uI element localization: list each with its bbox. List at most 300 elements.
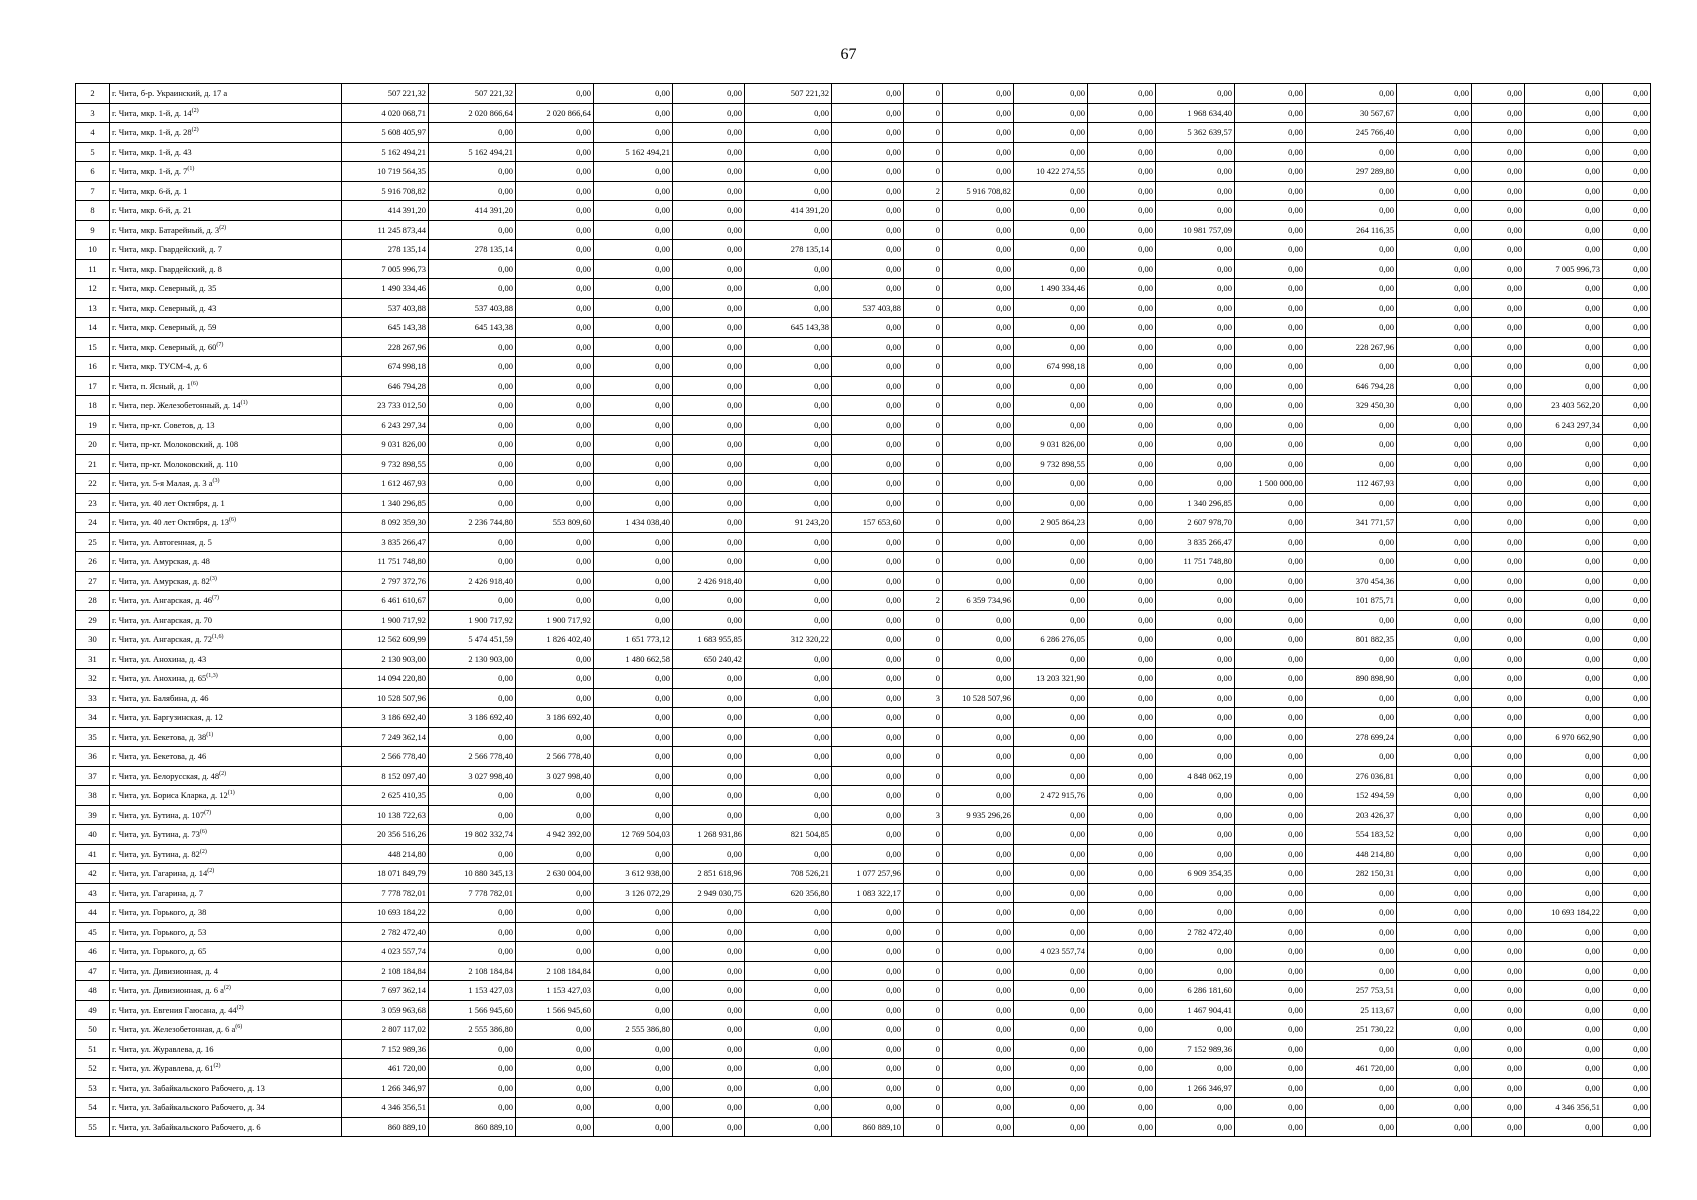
- row-number: 52: [76, 1059, 110, 1079]
- amount-cell: 0,00: [943, 708, 1014, 728]
- amount-cell: 0,00: [429, 727, 516, 747]
- amount-cell: 0,00: [1306, 1039, 1397, 1059]
- footnote-marker: (2): [219, 224, 227, 231]
- amount-cell: 0,00: [1603, 708, 1651, 728]
- amount-cell: 0,00: [832, 318, 904, 338]
- amount-cell: 0,00: [832, 1000, 904, 1020]
- amount-cell: 0,00: [1397, 844, 1472, 864]
- amount-cell: 0,00: [1397, 435, 1472, 455]
- amount-cell: 0,00: [516, 1078, 594, 1098]
- amount-cell: 0,00: [1235, 201, 1306, 221]
- amount-cell: 0,00: [745, 766, 832, 786]
- address-text: г. Чита, пр-кт. Молоковский, д. 110: [112, 458, 238, 469]
- amount-cell: 0,00: [429, 337, 516, 357]
- amount-cell: 0,00: [1397, 610, 1472, 630]
- amount-cell: 0,00: [516, 669, 594, 689]
- amount-cell: 0,00: [1156, 318, 1235, 338]
- amount-cell: 2 108 184,84: [342, 961, 429, 981]
- amount-cell: 0,00: [594, 571, 673, 591]
- amount-cell: 0,00: [1525, 1078, 1603, 1098]
- count-cell: 0: [904, 532, 943, 552]
- amount-cell: 0,00: [673, 181, 745, 201]
- amount-cell: 0,00: [1088, 142, 1156, 162]
- amount-cell: 0,00: [943, 825, 1014, 845]
- count-cell: 0: [904, 1078, 943, 1098]
- amount-cell: 0,00: [1525, 552, 1603, 572]
- count-cell: 0: [904, 1039, 943, 1059]
- amount-cell: 0,00: [516, 1020, 594, 1040]
- count-cell: 3: [904, 688, 943, 708]
- table-row: [76, 903, 1651, 923]
- amount-cell: 6 461 610,67: [342, 591, 429, 611]
- amount-cell: 0,00: [594, 1117, 673, 1137]
- amount-cell: 0,00: [1525, 1000, 1603, 1020]
- amount-cell: 0,00: [1088, 259, 1156, 279]
- amount-cell: 0,00: [429, 786, 516, 806]
- row-number: 3: [76, 103, 110, 123]
- row-number: 10: [76, 240, 110, 260]
- amount-cell: 0,00: [1014, 181, 1088, 201]
- amount-cell: 0,00: [745, 142, 832, 162]
- amount-cell: 0,00: [745, 1078, 832, 1098]
- amount-cell: 0,00: [1014, 298, 1088, 318]
- amount-cell: 0,00: [1306, 1117, 1397, 1137]
- address-cell: [110, 181, 342, 201]
- address-cell: [110, 1117, 342, 1137]
- table-row: [76, 942, 1651, 962]
- address-text: г. Чита, ул. Бекетова, д. 46: [112, 751, 207, 762]
- amount-cell: 0,00: [745, 376, 832, 396]
- address-text: г. Чита, ул. Ангарская, д. 70: [112, 614, 213, 625]
- amount-cell: 0,00: [1156, 142, 1235, 162]
- row-number: 32: [76, 669, 110, 689]
- amount-cell: 3 027 998,40: [429, 766, 516, 786]
- amount-cell: 0,00: [1525, 961, 1603, 981]
- amount-cell: 0,00: [594, 415, 673, 435]
- footnote-marker: (2): [219, 770, 227, 777]
- amount-cell: 1 900 717,92: [429, 610, 516, 630]
- amount-cell: 0,00: [1397, 669, 1472, 689]
- amount-cell: 0,00: [1156, 201, 1235, 221]
- amount-cell: 0,00: [943, 922, 1014, 942]
- amount-cell: 0,00: [832, 532, 904, 552]
- amount-cell: 0,00: [1088, 396, 1156, 416]
- table-row: [76, 610, 1651, 630]
- amount-cell: 1 340 296,85: [342, 493, 429, 513]
- amount-cell: 0,00: [943, 474, 1014, 494]
- amount-cell: 0,00: [1156, 649, 1235, 669]
- amount-cell: 0,00: [1472, 415, 1525, 435]
- amount-cell: 0,00: [1235, 1098, 1306, 1118]
- address-text: г. Чита, ул. Амурская, д. 82: [112, 575, 210, 586]
- amount-cell: 10 719 564,35: [342, 162, 429, 182]
- footnote-marker: (2): [236, 1004, 244, 1011]
- amount-cell: 0,00: [1235, 220, 1306, 240]
- amount-cell: 0,00: [943, 552, 1014, 572]
- amount-cell: 0,00: [1014, 84, 1088, 104]
- amount-cell: 0,00: [1014, 220, 1088, 240]
- amount-cell: 0,00: [1472, 298, 1525, 318]
- amount-cell: 0,00: [1472, 688, 1525, 708]
- amount-cell: 0,00: [1088, 220, 1156, 240]
- amount-cell: 276 036,81: [1306, 766, 1397, 786]
- amount-cell: 0,00: [429, 552, 516, 572]
- amount-cell: 0,00: [594, 201, 673, 221]
- amount-cell: 0,00: [1235, 669, 1306, 689]
- amount-cell: 0,00: [832, 435, 904, 455]
- address-text: г. Чита, мкр. Северный, д. 59: [112, 322, 217, 333]
- table-row: [76, 337, 1651, 357]
- amount-cell: 0,00: [943, 220, 1014, 240]
- amount-cell: 0,00: [1088, 708, 1156, 728]
- amount-cell: 0,00: [1014, 981, 1088, 1001]
- row-number: 36: [76, 747, 110, 767]
- amount-cell: 0,00: [1235, 142, 1306, 162]
- amount-cell: 0,00: [1014, 1000, 1088, 1020]
- amount-cell: 0,00: [516, 805, 594, 825]
- amount-cell: 0,00: [516, 142, 594, 162]
- amount-cell: 0,00: [1306, 610, 1397, 630]
- amount-cell: 2 566 778,40: [342, 747, 429, 767]
- amount-cell: 19 802 332,74: [429, 825, 516, 845]
- amount-cell: 0,00: [1472, 337, 1525, 357]
- amount-cell: 2 851 618,96: [673, 864, 745, 884]
- row-number: 53: [76, 1078, 110, 1098]
- amount-cell: 3 027 998,40: [516, 766, 594, 786]
- amount-cell: 0,00: [673, 1059, 745, 1079]
- amount-cell: 0,00: [1014, 571, 1088, 591]
- address-cell: [110, 571, 342, 591]
- amount-cell: 10 422 274,55: [1014, 162, 1088, 182]
- amount-cell: 0,00: [1603, 1000, 1651, 1020]
- amount-cell: 0,00: [943, 630, 1014, 650]
- amount-cell: 0,00: [673, 298, 745, 318]
- amount-cell: 0,00: [516, 1059, 594, 1079]
- amount-cell: 0,00: [429, 279, 516, 299]
- amount-cell: 9 031 826,00: [1014, 435, 1088, 455]
- amount-cell: 1 490 334,46: [1014, 279, 1088, 299]
- amount-cell: 0,00: [1156, 298, 1235, 318]
- amount-cell: 0,00: [745, 903, 832, 923]
- amount-cell: 0,00: [673, 376, 745, 396]
- amount-cell: 0,00: [832, 337, 904, 357]
- count-cell: 0: [904, 825, 943, 845]
- amount-cell: 0,00: [1156, 591, 1235, 611]
- amount-cell: 1 268 931,86: [673, 825, 745, 845]
- amount-cell: 0,00: [1603, 123, 1651, 143]
- amount-cell: 0,00: [1014, 1117, 1088, 1137]
- row-number: 21: [76, 454, 110, 474]
- table-row: [76, 357, 1651, 377]
- amount-cell: 1 683 955,85: [673, 630, 745, 650]
- amount-cell: 23 733 012,50: [342, 396, 429, 416]
- footnote-marker: (3): [212, 478, 220, 485]
- row-number: 19: [76, 415, 110, 435]
- count-cell: 0: [904, 1020, 943, 1040]
- amount-cell: 297 289,80: [1306, 162, 1397, 182]
- amount-cell: 13 203 321,90: [1014, 669, 1088, 689]
- amount-cell: 0,00: [1472, 103, 1525, 123]
- amount-cell: 12 562 609,99: [342, 630, 429, 650]
- amount-cell: 0,00: [1397, 474, 1472, 494]
- amount-cell: 0,00: [1525, 513, 1603, 533]
- address-text: г. Чита, ул. Горького, д. 38: [112, 907, 207, 918]
- address-text: г. Чита, ул. Гагарина, д. 14: [112, 868, 208, 879]
- amount-cell: 0,00: [673, 84, 745, 104]
- address-text: г. Чита, мкр. 1-й, д. 28: [112, 127, 192, 138]
- amount-cell: 245 766,40: [1306, 123, 1397, 143]
- amount-cell: 0,00: [745, 688, 832, 708]
- amount-cell: 0,00: [429, 376, 516, 396]
- amount-cell: 0,00: [832, 805, 904, 825]
- amount-cell: 537 403,88: [832, 298, 904, 318]
- amount-cell: 0,00: [1472, 864, 1525, 884]
- address-text: г. Чита, ул. Забайкальского Рабочего, д. 6: [112, 1121, 261, 1132]
- table-row: [76, 259, 1651, 279]
- amount-cell: 0,00: [943, 513, 1014, 533]
- amount-cell: 0,00: [1603, 318, 1651, 338]
- amount-cell: 1 651 773,12: [594, 630, 673, 650]
- amount-cell: 1 153 427,03: [429, 981, 516, 1001]
- amount-cell: 0,00: [516, 259, 594, 279]
- amount-cell: 0,00: [1088, 727, 1156, 747]
- amount-cell: 537 403,88: [342, 298, 429, 318]
- amount-cell: 0,00: [594, 844, 673, 864]
- amount-cell: 0,00: [1088, 474, 1156, 494]
- amount-cell: 5 362 639,57: [1156, 123, 1235, 143]
- amount-cell: 0,00: [1088, 357, 1156, 377]
- amount-cell: 0,00: [1014, 766, 1088, 786]
- count-cell: 0: [904, 396, 943, 416]
- row-number: 43: [76, 883, 110, 903]
- amount-cell: 0,00: [1235, 747, 1306, 767]
- footnote-marker: (1): [206, 731, 214, 738]
- address-cell: [110, 1000, 342, 1020]
- amount-cell: 5 608 405,97: [342, 123, 429, 143]
- row-number: 14: [76, 318, 110, 338]
- amount-cell: 0,00: [832, 376, 904, 396]
- count-cell: 0: [904, 162, 943, 182]
- amount-cell: 0,00: [1472, 981, 1525, 1001]
- amount-cell: 0,00: [1525, 201, 1603, 221]
- amount-cell: 0,00: [1525, 649, 1603, 669]
- amount-cell: 0,00: [943, 942, 1014, 962]
- amount-cell: 0,00: [943, 396, 1014, 416]
- amount-cell: 0,00: [745, 747, 832, 767]
- amount-cell: 0,00: [673, 1039, 745, 1059]
- amount-cell: 0,00: [1603, 513, 1651, 533]
- amount-cell: 0,00: [516, 318, 594, 338]
- amount-cell: 0,00: [1472, 259, 1525, 279]
- amount-cell: 0,00: [1156, 337, 1235, 357]
- amount-cell: 0,00: [1472, 571, 1525, 591]
- amount-cell: 0,00: [1603, 201, 1651, 221]
- amount-cell: 860 889,10: [429, 1117, 516, 1137]
- amount-cell: 329 450,30: [1306, 396, 1397, 416]
- amount-cell: 6 909 354,35: [1156, 864, 1235, 884]
- amount-cell: 0,00: [943, 103, 1014, 123]
- table-row: [76, 766, 1651, 786]
- row-number: 39: [76, 805, 110, 825]
- amount-cell: 0,00: [1014, 591, 1088, 611]
- amount-cell: 0,00: [1525, 669, 1603, 689]
- amount-cell: 1 266 346,97: [1156, 1078, 1235, 1098]
- amount-cell: 448 214,80: [342, 844, 429, 864]
- amount-cell: 507 221,32: [429, 84, 516, 104]
- amount-cell: 0,00: [1472, 786, 1525, 806]
- amount-cell: 3 186 692,40: [429, 708, 516, 728]
- row-number: 50: [76, 1020, 110, 1040]
- amount-cell: 0,00: [429, 1098, 516, 1118]
- amount-cell: 0,00: [1156, 883, 1235, 903]
- amount-cell: 0,00: [516, 435, 594, 455]
- count-cell: 0: [904, 103, 943, 123]
- amount-cell: 0,00: [673, 766, 745, 786]
- amount-cell: 0,00: [1235, 552, 1306, 572]
- count-cell: 0: [904, 142, 943, 162]
- row-number: 41: [76, 844, 110, 864]
- address-text: г. Чита, ул. Дивизионная, д. 6 а: [112, 985, 224, 996]
- amount-cell: 0,00: [943, 357, 1014, 377]
- amount-cell: 0,00: [1088, 844, 1156, 864]
- count-cell: 0: [904, 240, 943, 260]
- address-cell: [110, 922, 342, 942]
- address-cell: [110, 630, 342, 650]
- amount-cell: 0,00: [1525, 1117, 1603, 1137]
- count-cell: 0: [904, 298, 943, 318]
- amount-cell: 0,00: [1472, 708, 1525, 728]
- amount-cell: 0,00: [594, 240, 673, 260]
- amount-cell: 264 116,35: [1306, 220, 1397, 240]
- amount-cell: 0,00: [1235, 1020, 1306, 1040]
- amount-cell: 0,00: [1235, 688, 1306, 708]
- amount-cell: 0,00: [673, 279, 745, 299]
- amount-cell: 0,00: [943, 669, 1014, 689]
- amount-cell: 0,00: [1472, 240, 1525, 260]
- amount-cell: 0,00: [943, 298, 1014, 318]
- footnote-marker: (2): [223, 985, 231, 992]
- address-text: г. Чита, ул. 40 лет Октября, д. 13: [112, 517, 230, 528]
- address-text: г. Чита, ул. Автогенная, д. 5: [112, 536, 212, 547]
- amount-cell: 0,00: [943, 435, 1014, 455]
- amount-cell: 0,00: [1603, 337, 1651, 357]
- amount-cell: 0,00: [1306, 903, 1397, 923]
- amount-cell: 0,00: [745, 981, 832, 1001]
- amount-cell: 0,00: [1603, 532, 1651, 552]
- amount-cell: 1 566 945,60: [516, 1000, 594, 1020]
- amount-cell: 0,00: [1235, 318, 1306, 338]
- footnote-marker: (2): [207, 868, 215, 875]
- amount-cell: 0,00: [594, 552, 673, 572]
- amount-cell: 0,00: [673, 1078, 745, 1098]
- amount-cell: 0,00: [943, 415, 1014, 435]
- amount-cell: 0,00: [1014, 1078, 1088, 1098]
- amount-cell: 0,00: [1306, 552, 1397, 572]
- amount-cell: 0,00: [1306, 1098, 1397, 1118]
- amount-cell: 0,00: [1306, 201, 1397, 221]
- amount-cell: 0,00: [1088, 435, 1156, 455]
- amount-cell: 0,00: [745, 220, 832, 240]
- address-text: г. Чита, пр-кт. Молоковский, д. 108: [112, 439, 239, 450]
- count-cell: 0: [904, 903, 943, 923]
- amount-cell: 0,00: [1306, 708, 1397, 728]
- amount-cell: 0,00: [516, 1117, 594, 1137]
- count-cell: 0: [904, 610, 943, 630]
- amount-cell: 0,00: [516, 571, 594, 591]
- table-row: [76, 864, 1651, 884]
- address-cell: [110, 688, 342, 708]
- amount-cell: 0,00: [1235, 1078, 1306, 1098]
- address-text: г. Чита, мкр. Северный, д. 60: [112, 341, 217, 352]
- amount-cell: 1 434 038,40: [594, 513, 673, 533]
- amount-cell: 0,00: [1014, 922, 1088, 942]
- amount-cell: 0,00: [673, 474, 745, 494]
- amount-cell: 0,00: [1472, 883, 1525, 903]
- amount-cell: 0,00: [943, 259, 1014, 279]
- amount-cell: 0,00: [1088, 961, 1156, 981]
- amount-cell: 0,00: [1156, 1059, 1235, 1079]
- address-cell: [110, 903, 342, 923]
- amount-cell: 0,00: [745, 1039, 832, 1059]
- amount-cell: 0,00: [1014, 532, 1088, 552]
- amount-cell: 0,00: [1014, 903, 1088, 923]
- amount-cell: 0,00: [1088, 532, 1156, 552]
- amount-cell: 2 807 117,02: [342, 1020, 429, 1040]
- address-cell: [110, 825, 342, 845]
- footnote-marker: (2): [191, 127, 199, 134]
- amount-cell: 0,00: [832, 591, 904, 611]
- amount-cell: 0,00: [429, 669, 516, 689]
- amount-cell: 0,00: [1397, 1020, 1472, 1040]
- amount-cell: 0,00: [429, 1059, 516, 1079]
- amount-cell: 0,00: [673, 318, 745, 338]
- amount-cell: 0,00: [1525, 103, 1603, 123]
- amount-cell: 0,00: [1472, 162, 1525, 182]
- amount-cell: 0,00: [1525, 844, 1603, 864]
- amount-cell: 7 152 989,36: [342, 1039, 429, 1059]
- amount-cell: 0,00: [1306, 84, 1397, 104]
- amount-cell: 0,00: [1397, 279, 1472, 299]
- footnote-marker: (2): [199, 848, 207, 855]
- footnote-marker: (6): [235, 1024, 243, 1031]
- amount-cell: 2 020 866,64: [429, 103, 516, 123]
- amount-cell: 3 126 072,29: [594, 883, 673, 903]
- amount-cell: 0,00: [429, 123, 516, 143]
- amount-cell: 0,00: [1397, 825, 1472, 845]
- amount-cell: 0,00: [516, 1098, 594, 1118]
- amount-cell: 0,00: [1088, 630, 1156, 650]
- amount-cell: 0,00: [516, 591, 594, 611]
- amount-cell: 0,00: [832, 454, 904, 474]
- address-cell: [110, 318, 342, 338]
- amount-cell: 2 130 903,00: [429, 649, 516, 669]
- amount-cell: 0,00: [1603, 1059, 1651, 1079]
- amount-cell: 0,00: [1088, 337, 1156, 357]
- amount-cell: 0,00: [1235, 103, 1306, 123]
- table-row: [76, 142, 1651, 162]
- amount-cell: 1 467 904,41: [1156, 1000, 1235, 1020]
- table-row: [76, 201, 1651, 221]
- amount-cell: 5 474 451,59: [429, 630, 516, 650]
- amount-cell: 0,00: [673, 747, 745, 767]
- address-text: г. Чита, ул. 40 лет Октября, д. 1: [112, 497, 225, 508]
- row-number: 12: [76, 279, 110, 299]
- amount-cell: 0,00: [429, 922, 516, 942]
- count-cell: 0: [904, 1059, 943, 1079]
- address-cell: [110, 766, 342, 786]
- count-cell: 0: [904, 571, 943, 591]
- amount-cell: 0,00: [1603, 669, 1651, 689]
